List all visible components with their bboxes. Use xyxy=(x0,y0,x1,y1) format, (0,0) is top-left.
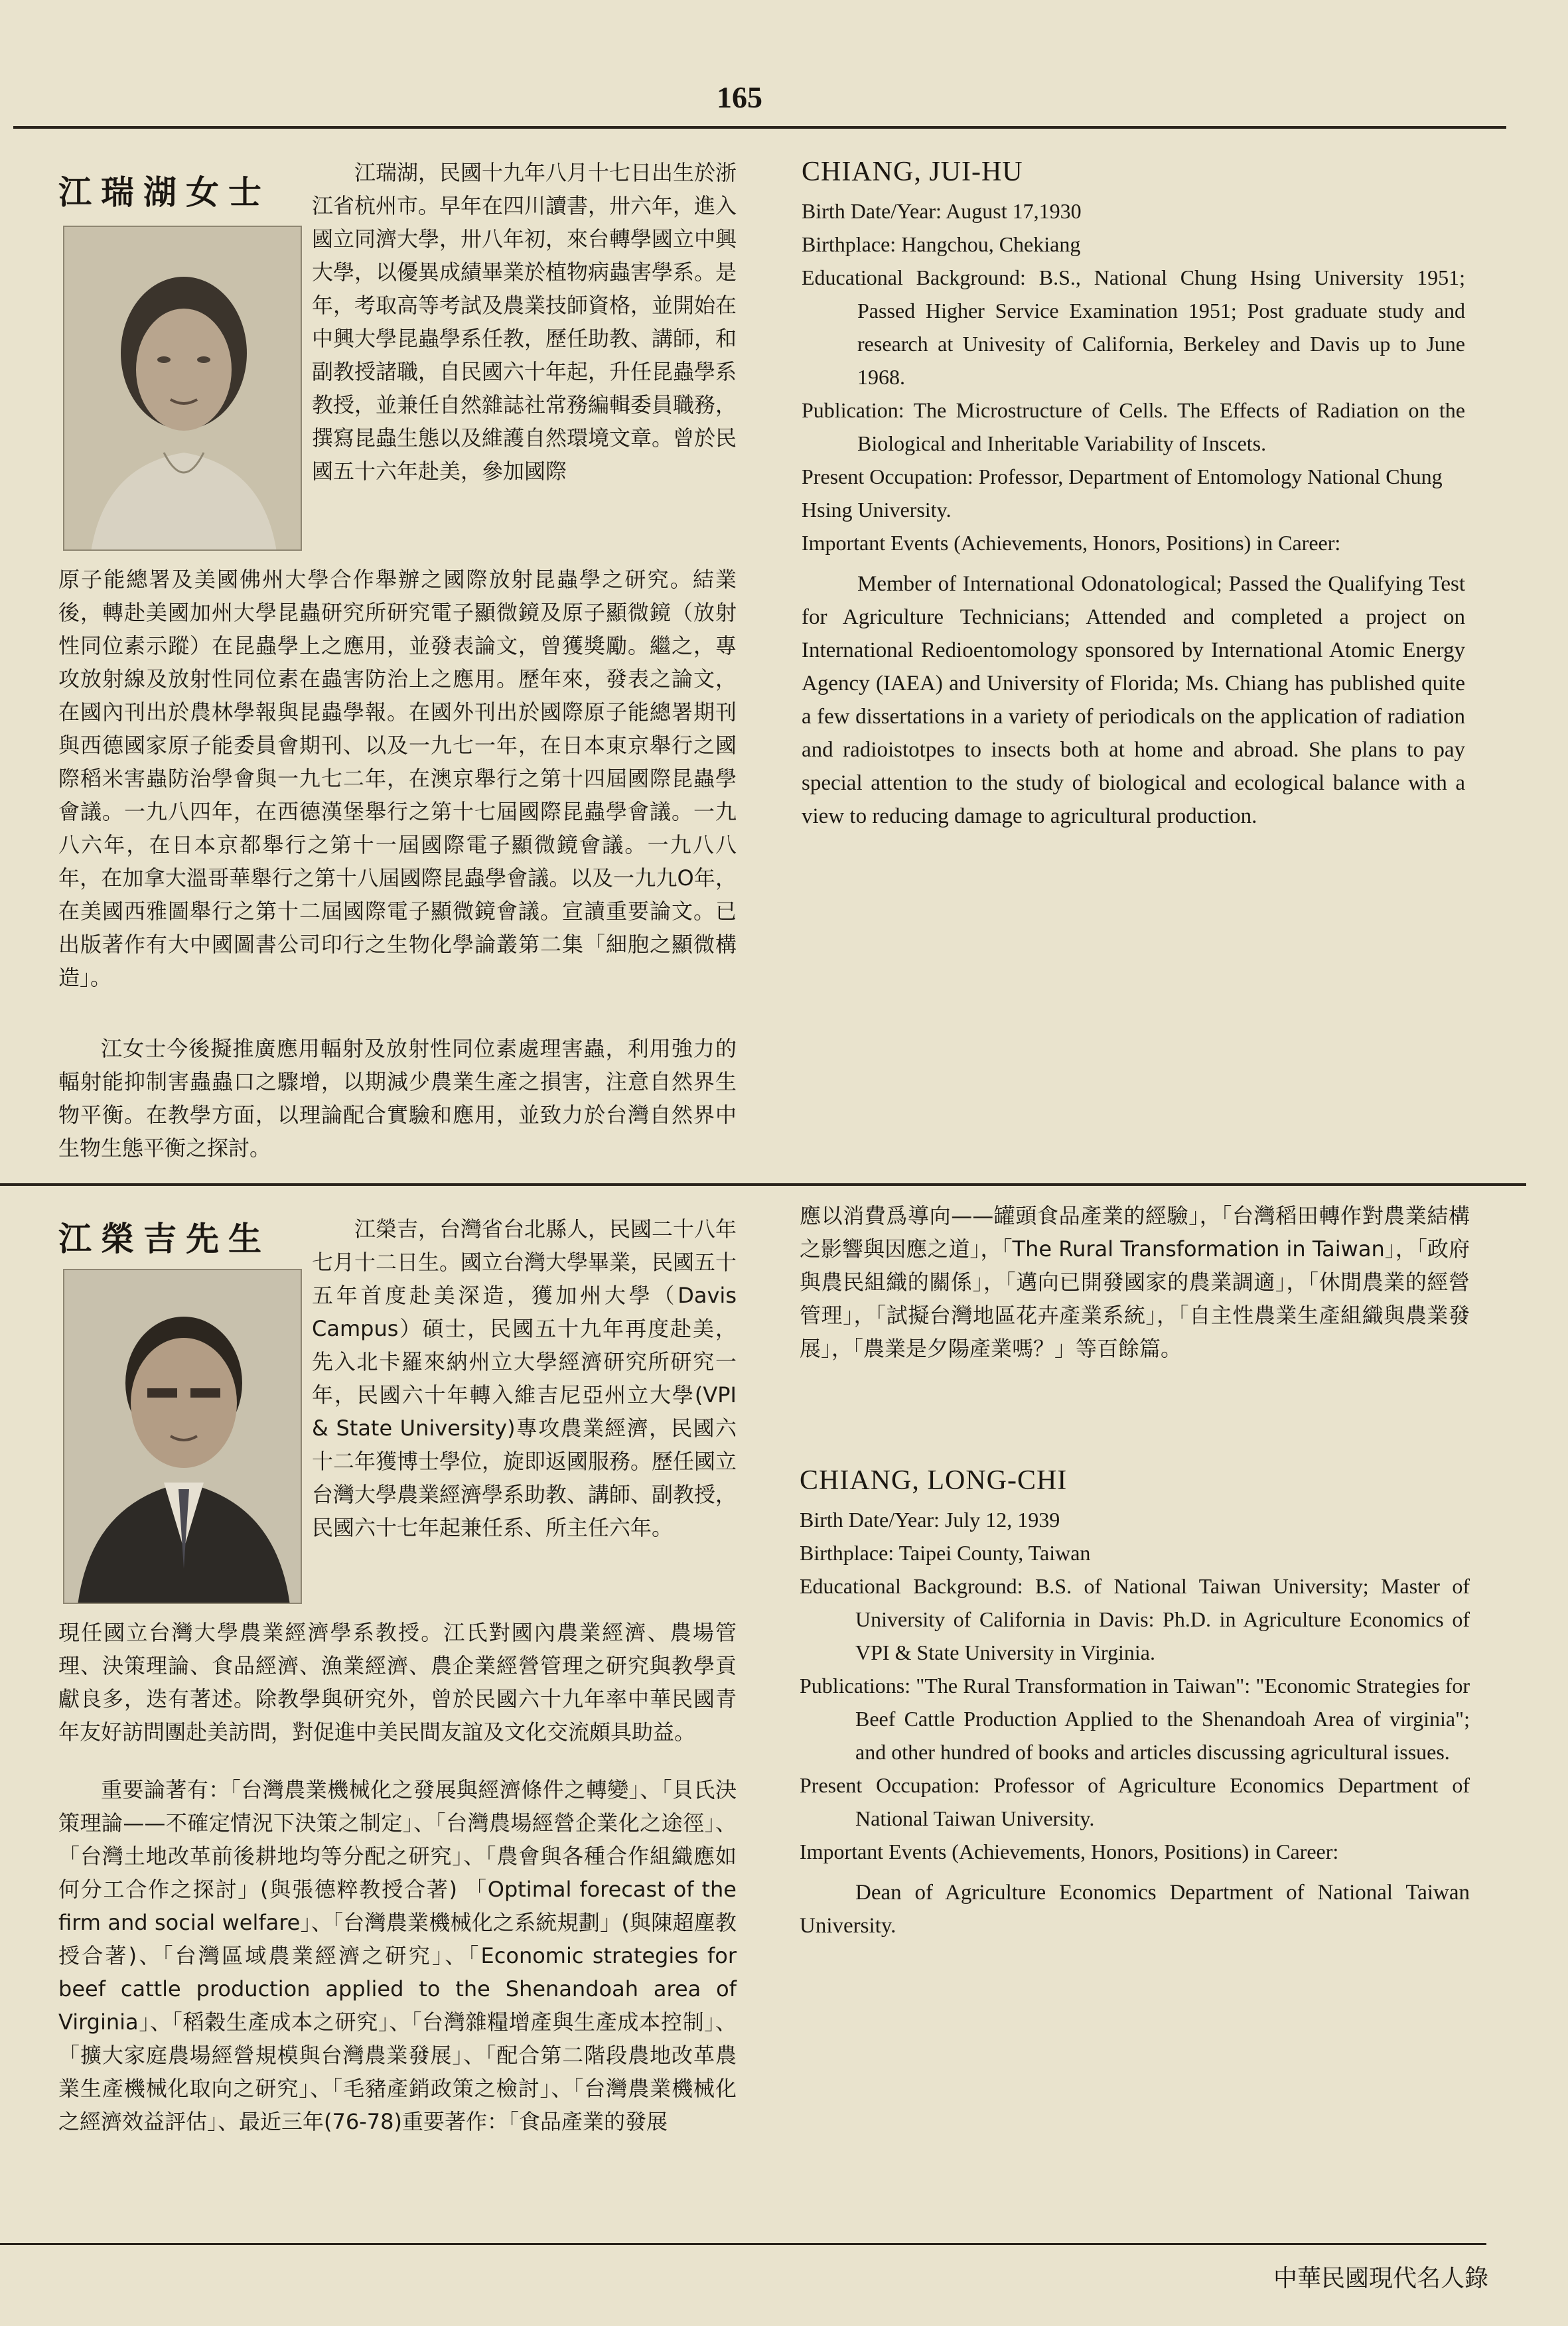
en-publication: Publication: The Microstructure of Cells. The Effects of Radiation on the Biological and Inheritable Variability of Inscets. xyxy=(802,398,1465,455)
bio-en-column xyxy=(800,1465,1470,1942)
en-education: Educational Background: B.S., National Chung Hsing University 1951; Passed Higher Service Examination 1951; Post graduate study and research at Univesity of California, Berkeley and Davis up to June 1968. xyxy=(802,265,1465,389)
entry-name-zh: 江瑞湖女士 xyxy=(58,173,271,212)
entry-name-zh: 江榮吉先生 xyxy=(58,1220,271,1258)
en-birth: Birth Date/Year: August 17,1930 xyxy=(802,199,1082,223)
en-birth: Birth Date/Year: July 12, 1939 xyxy=(800,1508,1060,1532)
footer-title: 中華民國現代名人錄 xyxy=(1273,2265,1488,2292)
portrait-photo xyxy=(63,1269,302,1604)
page-number: 165 xyxy=(717,80,762,114)
en-birthplace: Birthplace: Taipei County, Taiwan xyxy=(800,1541,1091,1565)
bio-zh-continued: 應以消費爲導向——罐頭食品產業的經驗」，「台灣稻田轉作對農業結構之影響與因應之道」，「The Rural Transformation in Taiwan」，「政府與農民組織的關係」，「邁向已開發國家的農業調適」，「休閒農業的經營管理」，「試擬台灣地區花卉產業系統」，「自主性農業生產組織與農業發展」，「農業是夕陽產業嗎？」等百餘篇。 xyxy=(800,1203,1470,1361)
portrait-photo xyxy=(63,226,302,551)
portrait-illustration xyxy=(64,1270,302,1604)
en-name: CHIANG, LONG-CHI xyxy=(800,1465,1068,1496)
bottom-rule xyxy=(0,2243,1486,2245)
en-birthplace: Birthplace: Hangchou, Chekiang xyxy=(802,232,1081,256)
bio-zh-wrapped: 江瑞湖，民國十九年八月十七日出生於浙江省杭州市。早年在四川讀書，卅六年，進入國立同濟大學，卅八年初，來台轉學國立中興大學，以優異成績畢業於植物病蟲害學系。是年，考取高等考試及農業技師資格，並開始在中興大學昆蟲學系任教，歷任助教、講師，和副教授諸職，自民國六十年起，升任昆蟲學系教授，並兼任自然雜誌社常務編輯委員職務，撰寫昆蟲生態以及維護自然環境文章。曾於民國五十六年赴美，參加國際 xyxy=(312,160,737,484)
bio-zh-wrapped: 江榮吉，台灣省台北縣人，民國二十八年七月十二日生。國立台灣大學畢業，民國五十五年首度赴美深造，獲加州大學（Davis Campus）碩士，民國五十九年再度赴美，先入北卡羅來納州立大學經濟研究所研究一年，民國六十年轉入維吉尼亞州立大學(VPI & State University)專攻農業經濟，民國六十二年獲博士學位，旋即返國服務。歷任國立台灣大學農業經濟學系助教、講師、副教授，民國六十七年起兼任系、所主任六年。 xyxy=(312,1216,737,1540)
bio-zh-full: 原子能總署及美國佛州大學合作舉辦之國際放射昆蟲學之研究。結業後，轉赴美國加州大學昆蟲研究所研究電子顯微鏡及原子顯微鏡（放射性同位素示蹤）在昆蟲學上之應用，並發表論文，曾獲獎勵。繼之，專攻放射線及放射性同位素在蟲害防治上之應用。歷年來，發表之論文，在國內刊出於農林學報與昆蟲學報。在國外刊出於國際原子能總署期刊與西德國家原子能委員會期刊、以及一九七一年，在日本東京舉行之國際稻米害蟲防治學會與一九七二年，在澳京舉行之第十四屆國際昆蟲學會議。一九八四年，在西德漢堡舉行之第十七屆國際昆蟲學會議。一九八六年，在日本京都舉行之第十一屆國際電子顯微鏡會議。一九八八年，在加拿大溫哥華舉行之第十八屆國際昆蟲學會議。以及一九九O年，在美國西雅圖舉行之第十二屆國際電子顯微鏡會議。宣讀重要論文。已出版著作有大中國圖書公司印行之生物化學論叢第二集「細胞之顯微構造」。 xyxy=(58,567,737,990)
en-events-label: Important Events (Achievements, Honors, Positions) in Career: xyxy=(800,1840,1339,1863)
portrait-illustration xyxy=(64,227,302,551)
en-name: CHIANG, JUI-HU xyxy=(802,157,1023,187)
en-education: Educational Background: B.S. of National Taiwan University; Master of University of California in Davis: Ph.D. in Agriculture Economics of VPI & State University in Virginia. xyxy=(800,1574,1470,1664)
en-events: Dean of Agriculture Economics Department of National Taiwan University. xyxy=(800,1881,1470,1938)
bio-zh-full: 現任國立台灣大學農業經濟學系教授。江氏對國內農業經濟、農場管理、決策理論、食品經濟、漁業經濟、農企業經營管理之研究與教學貢獻良多，迭有著述。除教學與研究外，曾於民國六十九年率中華民國青年友好訪問團赴美訪問，對促進中美民間友誼及文化交流頗具助益。 xyxy=(58,1620,737,1745)
en-events-label: Important Events (Achievements, Honors, Positions) in Career: xyxy=(802,531,1341,555)
en-occupation: Present Occupation: Professor, Department of Entomology National Chung Hsing University. xyxy=(802,465,1443,522)
entry-chiang-long-chi xyxy=(0,1186,1568,2243)
bio-zh-para2: 江女士今後擬推廣應用輻射及放射性同位素處理害蟲，利用強力的輻射能抑制害蟲蟲口之驟增，以期減少農業生產之損害，注意自然界生物平衡。在教學方面，以理論配合實驗和應用，並致力於台灣自然界中生物生態平衡之探討。 xyxy=(58,1036,737,1161)
en-occupation: Present Occupation: Professor of Agriculture Economics Department of National Taiwan University. xyxy=(800,1773,1470,1830)
bio-en-column xyxy=(802,156,1465,833)
bio-zh-works: 重要論著有：「台灣農業機械化之發展與經濟條件之轉變」、「貝氏決策理論——不確定情況下決策之制定」、「台灣農場經營企業化之途徑」、「台灣土地改革前後耕地均等分配之研究」、「農會與各種合作組織應如何分工合作之探討」(與張德粹教授合著) 「Optimal forecast of the firm and social welfare」、「台灣農業機械化之系統規劃」(與陳超塵教授合著)、「台灣區域農業經濟之研究」、「Economic strategies for beef cattle production applied to the Shenandoah area of Virginia」、「稻穀生產成本之研究」、「台灣雜糧增產與生產成本控制」、「擴大家庭農場經營規模與台灣農業發展」、「配合第二階段農地改革農業生產機械化取向之研究」、「毛豬產銷政策之檢討」、「台灣農業機械化之經濟效益評估」、最近三年(76-78)重要著作：「食品產業的發展 xyxy=(58,1777,737,2134)
en-events: Member of International Odonatological; Passed the Qualifying Test for Agriculture Technicians; Attended and completed a project on International Redioentomology sponsored by International Atomic Energy Agency (IAEA) and University of Florida; Ms. Chiang has published quite a few dissertations in a variety of periodicals on the application of radiation and radioistotpes to insects both at home and abroad. She plans to pay special attention to the study of biological and ecological balance with a view to reducing damage to agricultural production. xyxy=(802,572,1465,828)
en-publications: Publications: "The Rural Transformation in Taiwan": "Economic Strategies for Beef Cattle Production Applied to the Shenandoah Area of virginia"; and other hundred of books and articles discussing agricultural issues. xyxy=(800,1674,1470,1764)
